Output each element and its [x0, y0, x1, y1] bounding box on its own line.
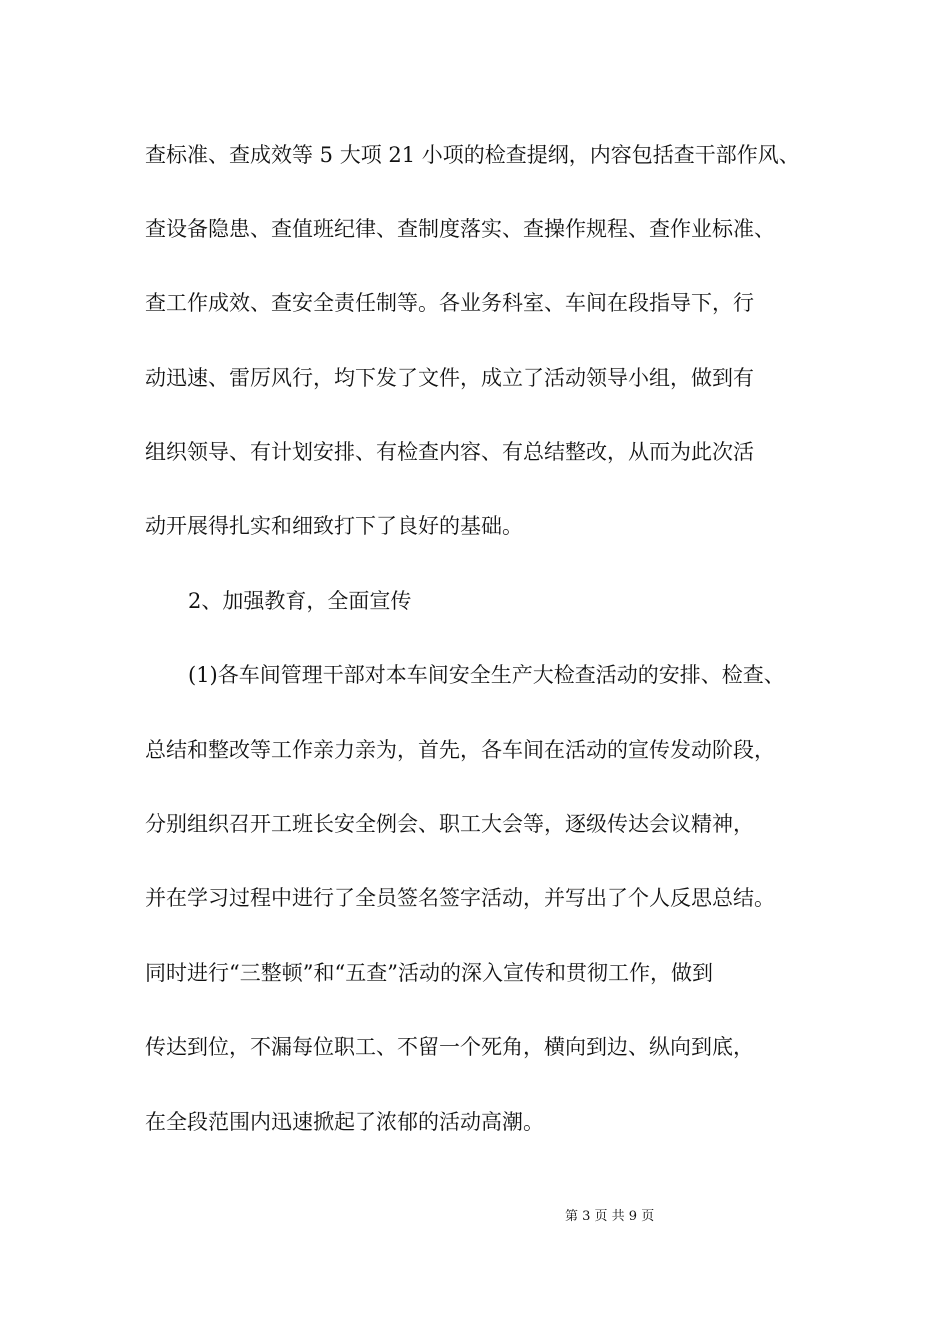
body-line-6: 动开展得扎实和细致打下了良好的基础。 [145, 514, 523, 538]
section-heading: 2、加强教育，全面宣传 [188, 589, 412, 613]
body-line-5: 组织领导、有计划安排、有检查内容、有总结整改，从而为此次活 [145, 440, 754, 464]
body-line-4: 动迅速、雷厉风行，均下发了文件，成立了活动领导小组，做到有 [145, 366, 754, 390]
body-line-12: 同时进行“三整顿”和“五查”活动的深入宣传和贯彻工作，做到 [145, 961, 713, 985]
page-number: 第 3 页 共 9 页 [565, 1209, 655, 1224]
body-line-14: 在全段范围内迅速掀起了浓郁的活动高潮。 [145, 1110, 544, 1134]
body-line-3: 查工作成效、查安全责任制等。各业务科室、车间在段指导下，行 [145, 291, 754, 315]
body-line-2: 查设备隐患、查值班纪律、查制度落实、查操作规程、查作业标准、 [145, 217, 775, 241]
body-line-13: 传达到位，不漏每位职工、不留一个死角，横向到边、纵向到底， [145, 1035, 754, 1059]
body-line-10: 分别组织召开工班长安全例会、职工大会等，逐级传达会议精神， [145, 812, 754, 836]
body-line-11: 并在学习过程中进行了全员签名签字活动，并写出了个人反思总结。 [145, 886, 775, 910]
body-line-9: 总结和整改等工作亲力亲为，首先，各车间在活动的宣传发动阶段， [145, 738, 775, 762]
body-line-8: (1)各车间管理干部对本车间安全生产大检查活动的安排、检查、 [188, 663, 785, 687]
body-line-1: 查标准、查成效等 5 大项 21 小项的检查提纲，内容包括查干部作风、 [145, 143, 800, 167]
